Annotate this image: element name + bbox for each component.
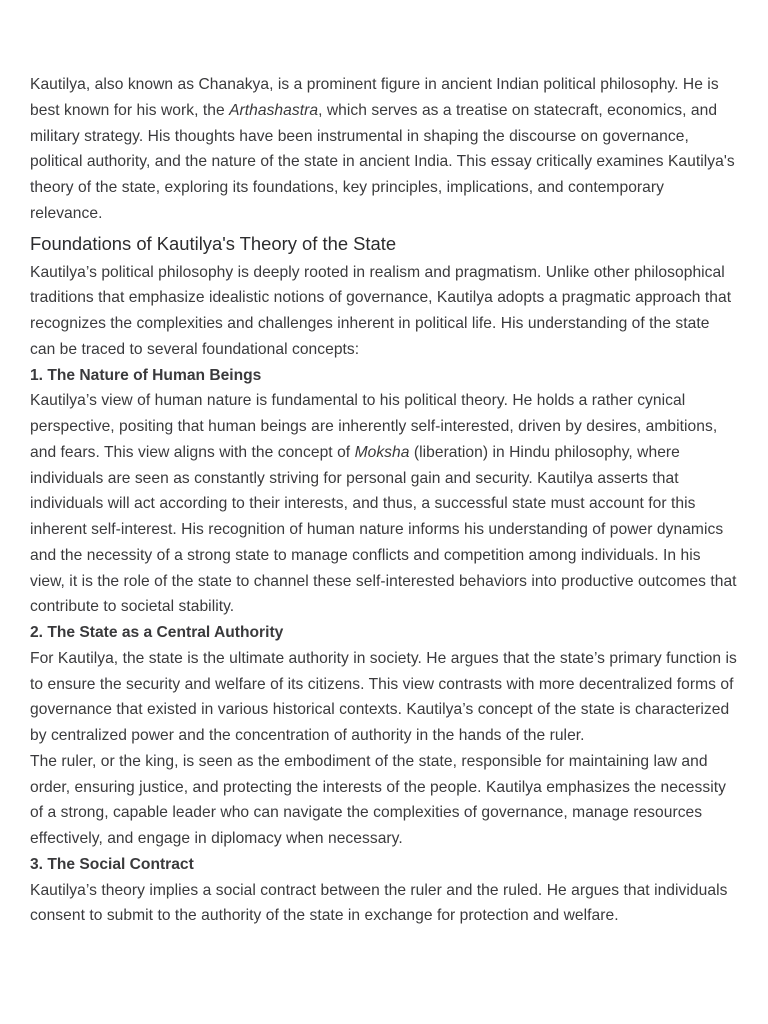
- central-authority-paragraph-2: The ruler, or the king, is seen as the embodiment of the state, responsible for maintaining law and order, ensuring justice, and protecting the interests of the people. Kautilya emphasizes the necessity of a strong, capable leader who can navigate the complexities of governance, manage resources effectively, and engage in diplomacy when necessary.: [30, 752, 726, 847]
- subheading-central-authority: 2. The State as a Central Authority: [30, 624, 284, 641]
- social-contract-paragraph: Kautilya’s theory implies a social contract between the ruler and the ruled. He argues that individuals consent to submit to the authority of the state in exchange for protection and welfare.: [30, 881, 728, 925]
- arthashastra-title: Arthashastra: [229, 101, 319, 119]
- foundations-paragraph: Kautilya’s political philosophy is deeply rooted in realism and pragmatism. Unlike other philosophical traditions that emphasize idealistic notions of governance, Kautilya adopts a pragmatic approach that recognizes the complexities and challenges inherent in political life. His understanding of the state can be traced to several foundational concepts:: [30, 263, 732, 358]
- section-heading-foundations: Foundations of Kautilya's Theory of the State: [30, 232, 397, 254]
- human-nature-paragraph: Kautilya’s view of human nature is fundamental to his political theory. He holds a rather cynical perspective, positing that human beings are inherently self-interested, driven by desires, ambitions, and fears. This view aligns with the concept of Moksha (liberation) in Hindu philosophy, where individuals are seen as constantly striving for personal gain and security. Kautilya asserts that individuals will act according to their interests, and thus, a successful state must account for this inherent self-interest. His recognition of human nature informs his understanding of power dynamics and the necessity of a strong state to manage conflicts and competition among individuals. In his view, it is the role of the state to channel these self-interested behaviors into productive outcomes that contribute to societal stability.: [30, 392, 737, 616]
- subheading-nature-of-human-beings: 1. The Nature of Human Beings: [30, 366, 262, 384]
- intro-paragraph: Kautilya, also known as Chanakya, is a prominent figure in ancient Indian political philosophy. He is best known for his work, the Arthashastra, which serves as a treatise on statecraft, economics, and military strategy. His thoughts have been instrumental in shaping the discourse on governance, political authority, and the nature of the state in ancient India. This essay critically examines Kautilya's theory of the state, exploring its foundations, key principles, implications, and contemporary relevance.: [30, 76, 735, 222]
- central-authority-paragraph-1: For Kautilya, the state is the ultimate authority in society. He argues that the state’s primary function is to ensure the security and welfare of its citizens. This view contrasts with more decentralized forms of governance that existed in various historical contexts. Kautilya’s concept of the state is characterized by centralized power and the concentration of authority in the hands of the ruler.: [30, 649, 737, 744]
- subheading-social-contract: 3. The Social Contract: [30, 855, 194, 873]
- moksha-term: Moksha: [354, 443, 410, 461]
